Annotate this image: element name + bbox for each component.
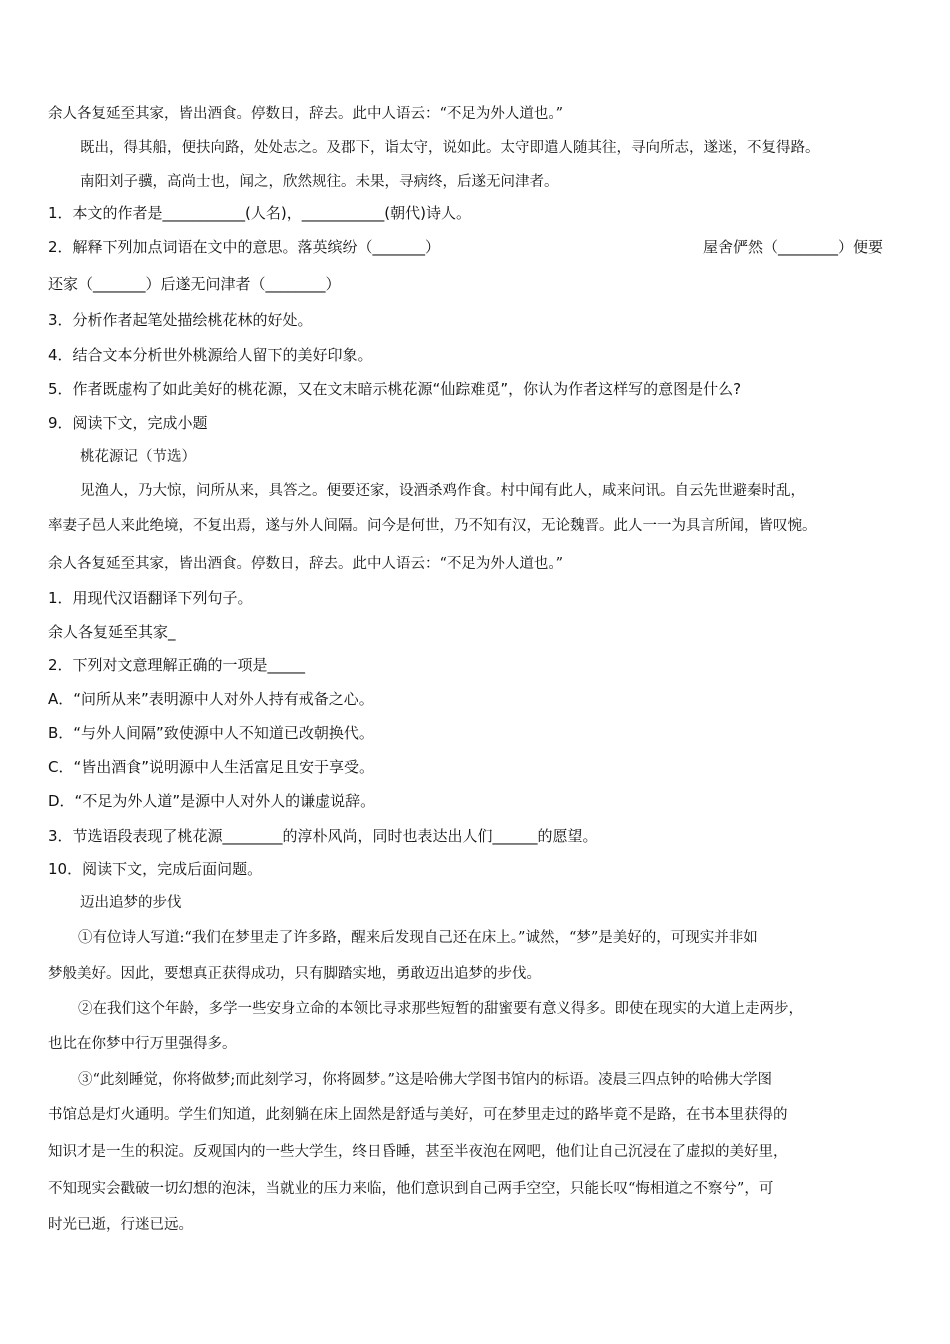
question-2-cont: 还家（_______）后遂无问津者（________）	[48, 275, 341, 293]
text-line: 率妻子邑人来此绝境，不复出焉，遂与外人间隔。问今是何世，乃不知有汉，无论魏晋。此人一一为具言所闻，皆叹惋。	[48, 518, 817, 534]
paragraph-3: 书馆总是灯火通明。学生们知道，此刻躺在床上固然是舒适与美好，可在梦里走过的路毕竟不是路，在书本里获得的	[48, 1107, 788, 1123]
paragraph-2: ②在我们这个年龄，多学一些安身立命的本领比寻求那些短暂的甜蜜要有意义得多。即使在现实的大道上走两步，	[78, 1001, 803, 1017]
question-4: 4．结合文本分析世外桃源给人留下的美好印象。	[48, 346, 373, 364]
question-1: 1．本文的作者是___________(人名)，___________(朝代)诗人。	[48, 204, 471, 222]
passage-title: 迈出追梦的步伐	[80, 895, 182, 911]
paragraph-3: ③“此刻睡觉，你将做梦;而此刻学习，你将圆梦。”这是哈佛大学图书馆内的标语。凌晨三四点钟的哈佛大学图	[78, 1072, 772, 1088]
paragraph-3: 时光已逝，行迷已远。	[48, 1217, 193, 1233]
option-d: D．“不足为外人道”是源中人对外人的谦虚说辞。	[48, 792, 376, 810]
question-1: 1．用现代汉语翻译下列句子。	[48, 589, 253, 607]
option-b: B．“与外人间隔”致使源中人不知道已改朝换代。	[48, 724, 374, 742]
question-3: 3．分析作者起笔处描绘桃花林的好处。	[48, 311, 313, 329]
question-3: 3．节选语段表现了桃花源________的淳朴风尚，同时也表达出人们______的愿望。	[48, 827, 598, 845]
section-10-heading: 10．阅读下文，完成后面问题。	[48, 860, 263, 878]
question-2-cont: 屋舍俨然（________）便要	[703, 238, 884, 256]
paragraph-3: 不知现实会戳破一切幻想的泡沫，当就业的压力来临，他们意识到自己两手空空，只能长叹“悔相道之不察兮”，可	[48, 1181, 774, 1197]
paragraph-1: 梦般美好。因此，要想真正获得成功，只有脚踏实地，勇敢迈出追梦的步伐。	[48, 966, 541, 982]
question-5: 5．作者既虚构了如此美好的桃花源，又在文末暗示桃花源“仙踪难觅”，你认为作者这样写的意图是什么?	[48, 380, 742, 398]
question-2: 2．解释下列加点词语在文中的意思。落英缤纷（_______）	[48, 238, 441, 256]
text-line: 见渔人，乃大惊，问所从来，具答之。便要还家，设酒杀鸡作食。村中闻有此人，咸来问讯。自云先世避秦时乱，	[80, 483, 805, 499]
passage-title: 桃花源记（节选）	[80, 449, 196, 465]
paragraph-2: 也比在你梦中行万里强得多。	[48, 1036, 237, 1052]
text-line: 余人各复延至其家，皆出酒食。停数日，辞去。此中人语云：“不足为外人道也。”	[48, 106, 564, 122]
text-line: 既出，得其船，便扶向路，处处志之。及郡下，诣太守，说如此。太守即遣人随其往，寻向所志，遂迷，不复得路。	[80, 140, 820, 156]
section-9-heading: 9．阅读下文，完成小题	[48, 414, 208, 432]
text-line: 南阳刘子骥，高尚士也，闻之，欣然规往。未果，寻病终，后遂无问津者。	[80, 174, 559, 190]
paragraph-3: 知识才是一生的积淀。反观国内的一些大学生，终日昏睡，甚至半夜泡在网吧，他们让自己沉浸在了虚拟的美好里，	[48, 1144, 788, 1160]
paragraph-1: ①有位诗人写道:“我们在梦里走了许多路，醒来后发现自己还在床上。”诚然，“梦”是美好的，可现实并非如	[78, 930, 758, 946]
text-line: 余人各复延至其家，皆出酒食。停数日，辞去。此中人语云：“不足为外人道也。”	[48, 556, 564, 572]
option-a: A．“问所从来”表明源中人对外人持有戒备之心。	[48, 690, 374, 708]
question-2: 2．下列对文意理解正确的一项是_____	[48, 656, 306, 674]
option-c: C．“皆出酒食”说明源中人生活富足且安于享受。	[48, 758, 375, 776]
translation-sentence: 余人各复延至其家_	[48, 623, 176, 641]
